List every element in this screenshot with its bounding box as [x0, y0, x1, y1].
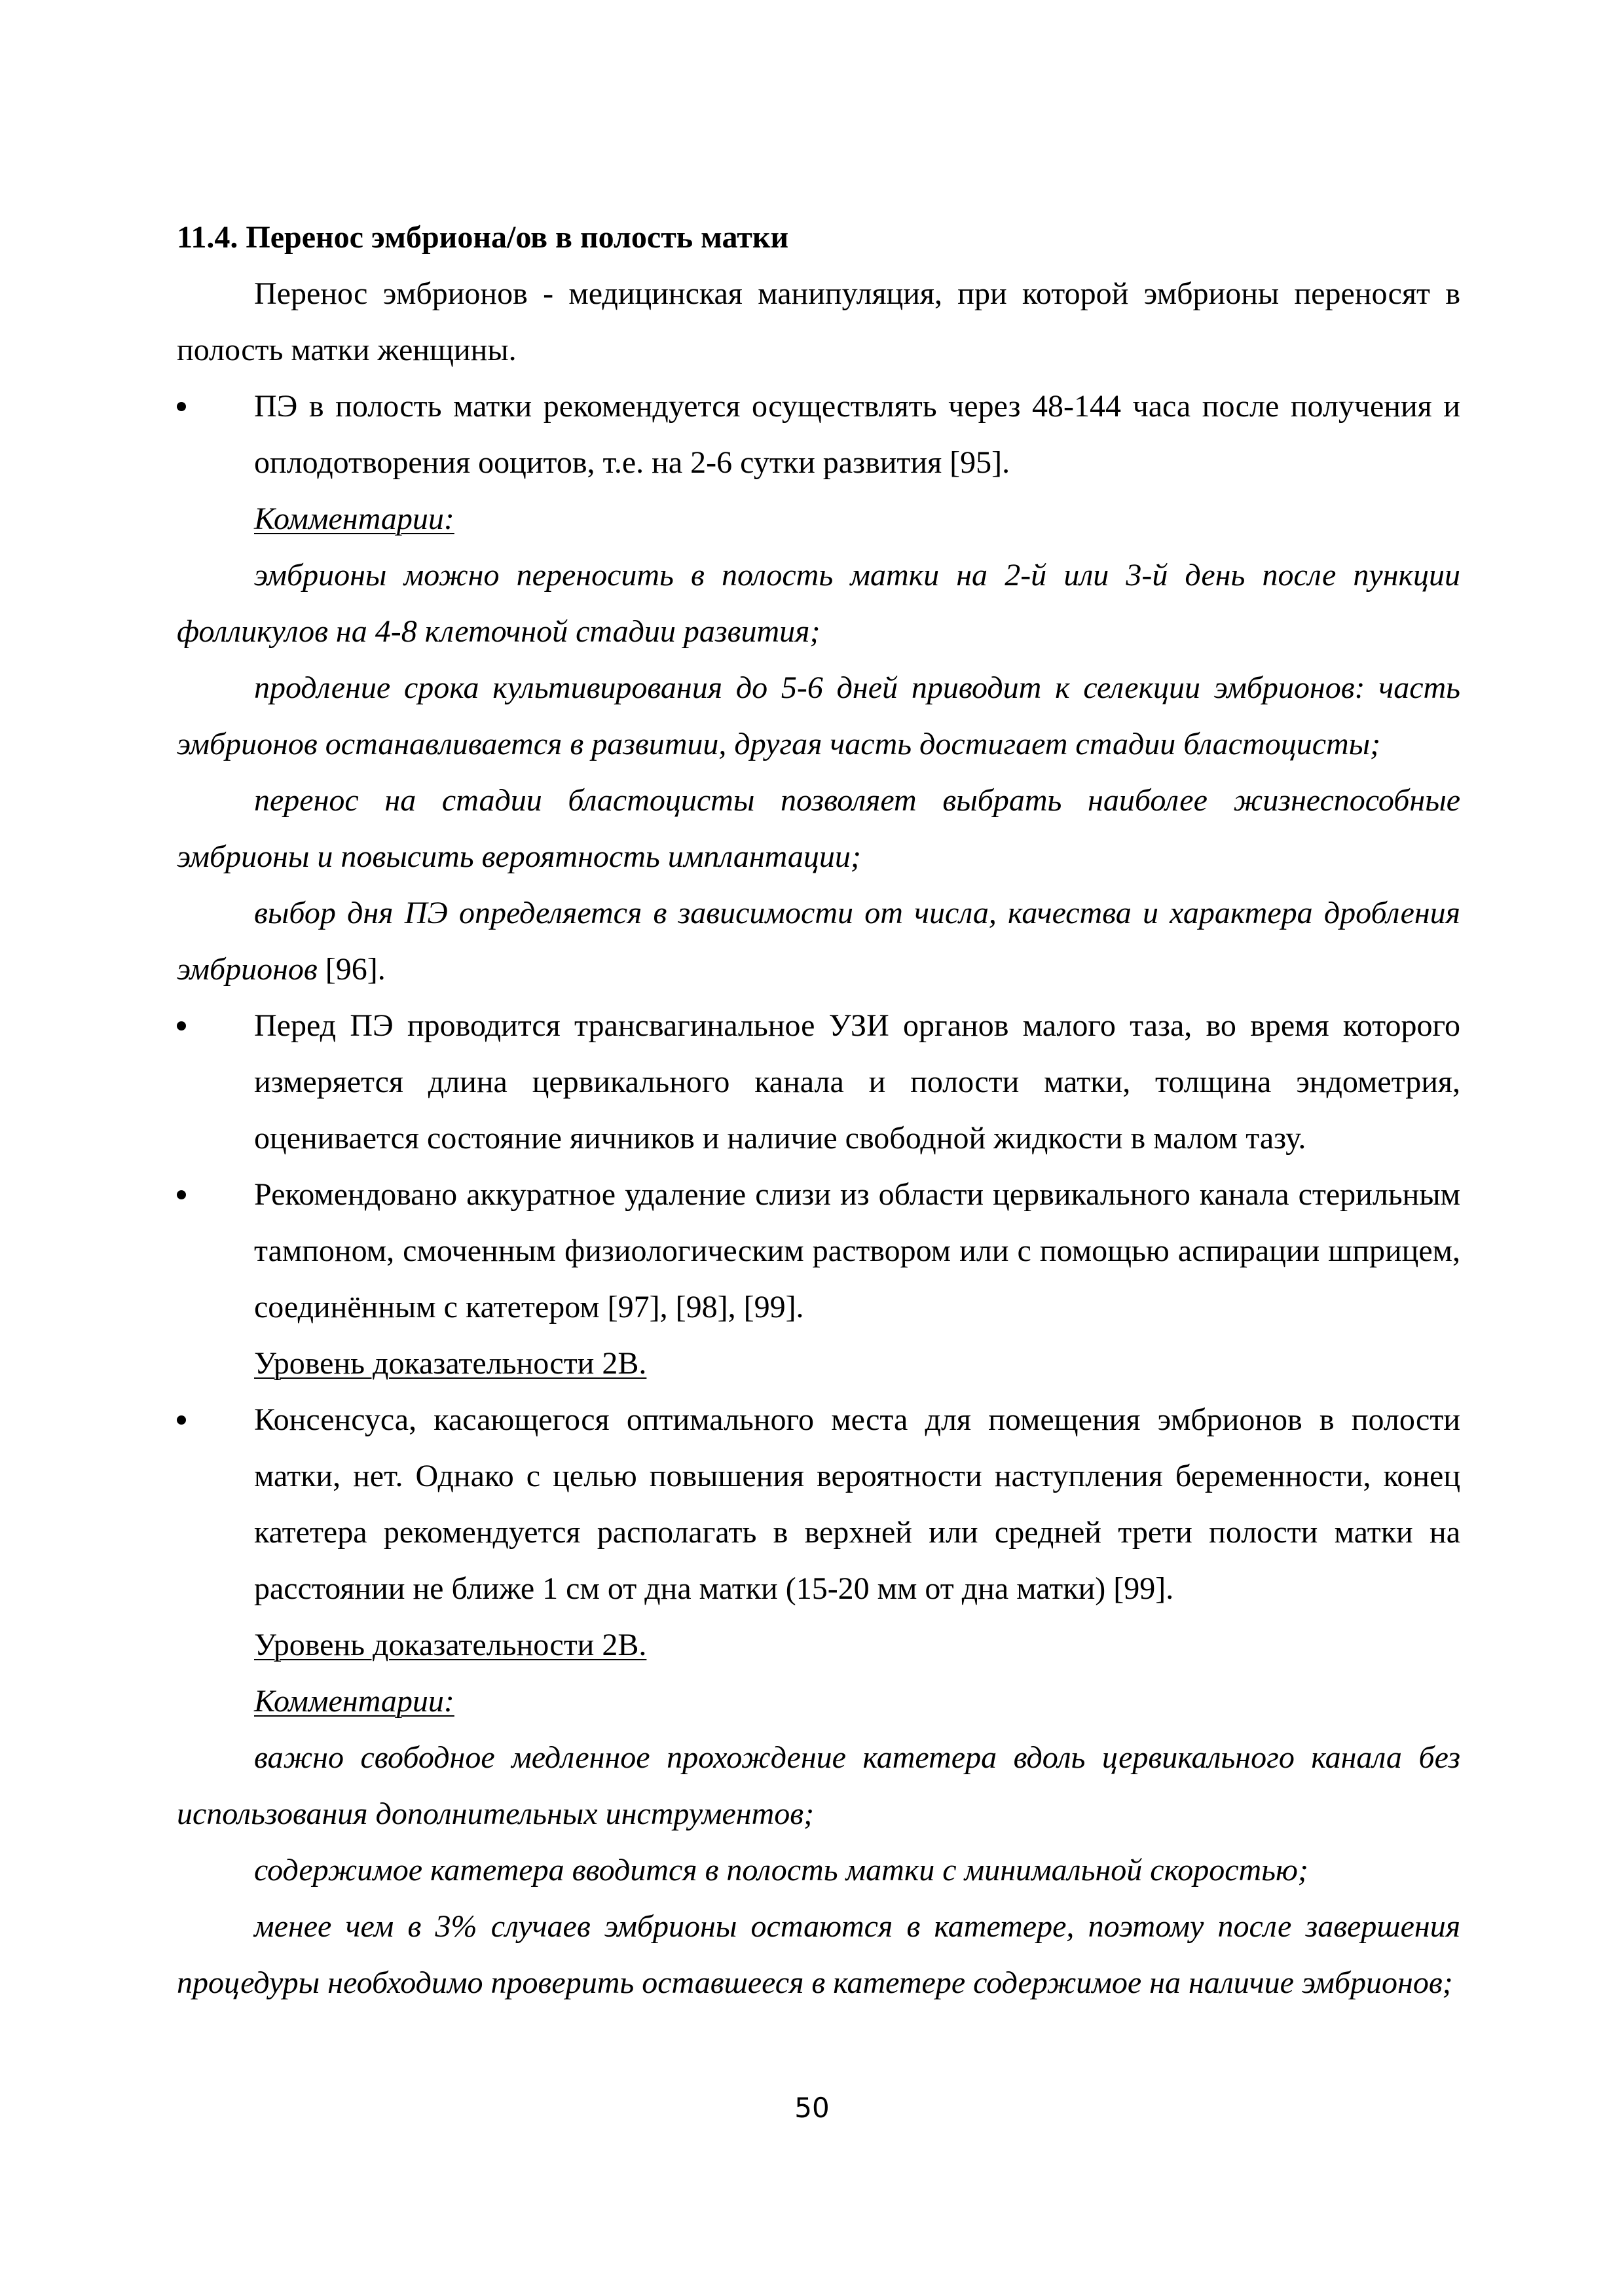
list-item-timing — [177, 378, 1460, 491]
comment-paragraph: продление срока культивирования до 5-6 дней приводит к селекции эмбрионов: часть эмбрионов останавливается в развитии, другая часть достигает стадии бластоцисты; — [177, 670, 1460, 761]
comments-label-text: Комментарии: — [254, 501, 454, 536]
intro-paragraph: Перенос эмбрионов - медицинская манипуляция, при которой эмбрионы переносят в полость матки женщины. — [177, 276, 1460, 367]
list-item-text: Консенсуса, касающегося оптимального места для помещения эмбрионов в полости матки, нет. Однако с целью повышения вероятности наступления беременности, конец катетера рекомендуется располагать в верхней или средней трети полости матки на расстоянии не ближе 1 см от дна матки (15-20 мм от дна матки) [99]. — [254, 1402, 1460, 1606]
page-content — [177, 210, 1460, 2011]
bullet-icon — [177, 1190, 186, 1199]
list-item-mucus-removal — [177, 1167, 1460, 1336]
comment-text: выбор дня ПЭ определяется в зависимости от числа, качества и характера дробления эмбрионов — [177, 896, 1460, 987]
comments-label — [177, 1673, 1460, 1730]
comment-paragraph: менее чем в 3% случаев эмбрионы остаются в катетере, поэтому после завершения процедуры необходимо проверить оставшееся в катетере содержимое на наличие эмбрионов; — [177, 1909, 1460, 2000]
bullet-icon — [177, 1021, 186, 1030]
list-item-text: Перед ПЭ проводится трансвагинальное УЗИ органов малого таза, во время которого измеряется длина цервикального канала и полости матки, толщина эндометрия, оценивается состояние яичников и наличие свободной жидкости в малом тазу. — [254, 1008, 1460, 1156]
page-number: 50 — [794, 2092, 830, 2124]
evidence-level-text: Уровень доказательности 2В. — [254, 1346, 647, 1381]
list-item-catheter-placement — [177, 1392, 1460, 1617]
comments-label — [177, 491, 1460, 547]
comment-paragraph: эмбрионы можно переносить в полость матки на 2-й или 3-й день после пункции фолликулов на 4-8 клеточной стадии развития; — [177, 558, 1460, 649]
list-item-ultrasound — [177, 998, 1460, 1167]
list-item-text: ПЭ в полость матки рекомендуется осуществлять через 48-144 часа после получения и оплодотворения ооцитов, т.е. на 2-6 сутки развития [95]. — [254, 389, 1460, 480]
comment-paragraph — [177, 885, 1460, 998]
comment-paragraph: содержимое катетера вводится в полость матки с минимальной скоростью; — [254, 1853, 1308, 1887]
comment-paragraph: важно свободное медленное прохождение катетера вдоль цервикального канала без использования дополнительных инструментов; — [177, 1740, 1460, 1831]
evidence-level — [177, 1336, 1460, 1392]
comment-reference: [96]. — [317, 952, 386, 987]
section-heading: 11.4. Перенос эмбриона/ов в полость матки — [177, 220, 789, 255]
list-item-text: Рекомендовано аккуратное удаление слизи из области цервикального канала стерильным тампоном, смоченным физиологическим раствором или с помощью аспирации шприцем, соединённым с катетером [97], [98], [99]. — [254, 1177, 1460, 1324]
comments-label-text: Комментарии: — [254, 1684, 454, 1719]
comment-paragraph: перенос на стадии бластоцисты позволяет выбрать наиболее жизнеспособные эмбрионы и повысить вероятность имплантации; — [177, 783, 1460, 874]
bullet-icon — [177, 402, 186, 411]
evidence-level-text: Уровень доказательности 2В. — [254, 1628, 647, 1662]
bullet-icon — [177, 1415, 186, 1425]
evidence-level — [177, 1617, 1460, 1673]
